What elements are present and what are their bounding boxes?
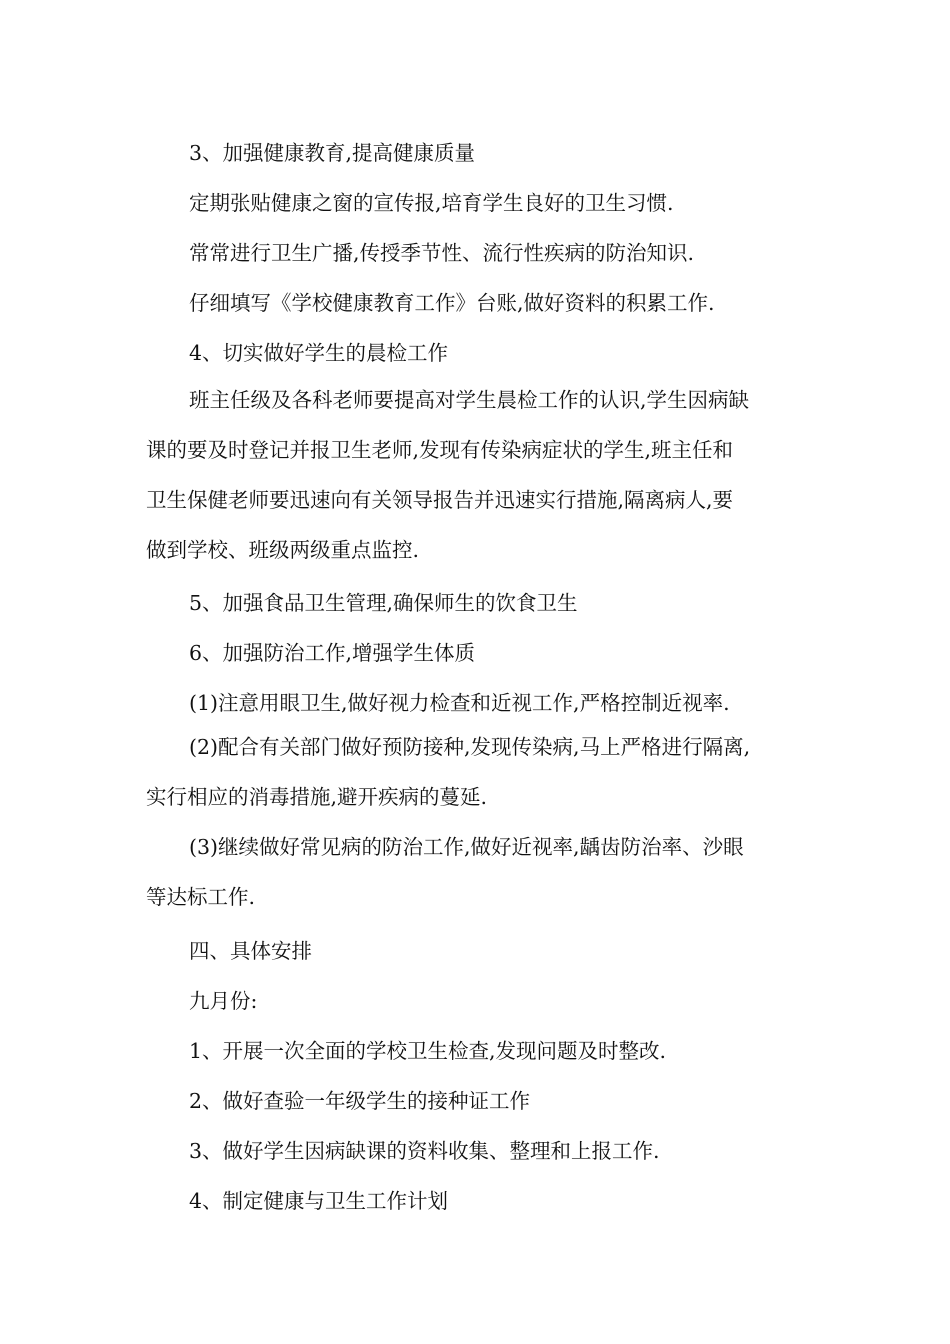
paragraph-broadcast	[189, 236, 829, 266]
text-line: 等达标工作.	[146, 885, 256, 909]
paragraph-eye-hygiene	[189, 686, 829, 716]
paragraph-september	[189, 984, 829, 1014]
paragraph-schedule-heading	[189, 934, 829, 964]
paragraph-food-hygiene-heading	[189, 586, 829, 616]
text-line: (3)继续做好常见病的防治工作,做好近视率,龋齿防治率、沙眼	[189, 835, 744, 859]
text-line: 6、加强防治工作,增强学生体质	[189, 641, 476, 665]
text-line: 课的要及时登记并报卫生老师,发现有传染病症状的学生,班主任和	[146, 438, 734, 462]
paragraph-school-inspection	[189, 1034, 829, 1064]
paragraph-morning-check-body	[146, 375, 822, 575]
paragraph-health-education-heading	[189, 136, 829, 166]
text-line: 定期张贴健康之窗的宣传报,培育学生良好的卫生习惯.	[189, 191, 674, 215]
text-line: (2)配合有关部门做好预防接种,发现传染病,马上严格进行隔离,	[189, 735, 751, 759]
text-line: 2、做好查验一年级学生的接种证工作	[189, 1089, 531, 1113]
paragraph-plan	[189, 1184, 829, 1214]
paragraph-morning-check-heading	[189, 336, 829, 366]
text-line: 实行相应的消毒措施,避开疾病的蔓延.	[146, 785, 488, 809]
text-line: 卫生保健老师要迅速向有关领导报告并迅速实行措施,隔离病人,要	[146, 488, 734, 512]
text-line: 3、做好学生因病缺课的资料收集、整理和上报工作.	[189, 1139, 660, 1163]
text-line: 5、加强食品卫生管理,确保师生的饮食卫生	[189, 591, 578, 615]
paragraph-health-window	[189, 186, 829, 216]
paragraph-ledger	[189, 286, 829, 316]
paragraph-vaccination	[146, 722, 822, 822]
text-line: 九月份:	[189, 989, 258, 1013]
text-line: 4、制定健康与卫生工作计划	[189, 1189, 449, 1213]
text-line: 1、开展一次全面的学校卫生检查,发现问题及时整改.	[189, 1039, 667, 1063]
text-line: 四、具体安排	[189, 939, 312, 963]
text-line: 仔细填写《学校健康教育工作》台账,做好资料的积累工作.	[189, 291, 715, 315]
paragraph-absence-records	[189, 1134, 829, 1164]
text-line: 3、加强健康教育,提高健康质量	[189, 141, 476, 165]
text-line: 常常进行卫生广播,传授季节性、流行性疾病的防治知识.	[189, 241, 695, 265]
text-line: 班主任级及各科老师要提高对学生晨检工作的认识,学生因病缺	[189, 388, 750, 412]
text-line: 做到学校、班级两级重点监控.	[146, 538, 420, 562]
paragraph-vaccination-check	[189, 1084, 829, 1114]
text-line: 4、切实做好学生的晨检工作	[189, 341, 449, 365]
paragraph-prevention-heading	[189, 636, 829, 666]
paragraph-common-disease	[146, 822, 822, 922]
text-line: (1)注意用眼卫生,做好视力检查和近视工作,严格控制近视率.	[189, 691, 730, 715]
